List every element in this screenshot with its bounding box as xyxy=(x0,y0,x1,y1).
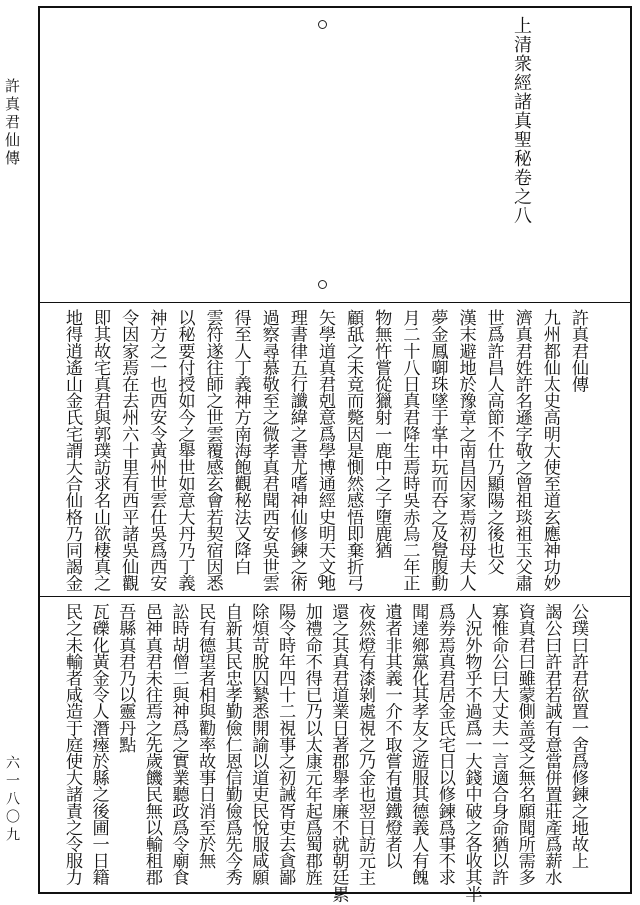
text-column: 顧舐之未竟而斃因是惻然感悟即棄折弓 xyxy=(343,309,364,592)
text-column: 人況外物乎不過爲一大錢中破之各收其半 xyxy=(461,603,482,902)
text-column: 世爲許昌人高節不仕乃顯陽之後也父 xyxy=(483,309,504,575)
text-column: 月二十八日真君降生焉時吳赤烏二年正 xyxy=(399,309,420,592)
text-column: 還之其真君道業日著郡舉孝廉不就朝廷累 xyxy=(328,603,349,902)
scroll-title-panel xyxy=(40,8,630,302)
text-column: 爲券焉真君居金氏宅日以修鍊爲事不求 xyxy=(434,603,455,886)
text-column: 得至人丁義神方南海飽觀秘法又降白 xyxy=(230,309,251,575)
text-column: 即其故宅真君與郭璞訪求名山欲棲真之 xyxy=(90,309,111,592)
text-panel-middle xyxy=(40,303,630,595)
page-number: 六一八〇九 xyxy=(4,755,20,845)
text-column: 神方之一也西安令黃州世雲仕吳爲西安 xyxy=(146,309,167,592)
text-column: 民有德望者相與勸率故事日消至於無 xyxy=(195,603,216,869)
text-column: 訟時胡僧二與神爲之實業聽政爲令廟食 xyxy=(168,603,189,886)
text-column: 遺者非其義一介不取嘗有遺鐵燈者以 xyxy=(381,603,402,869)
text-column: 加禮命不得已乃以太康元年起爲蜀郡旌 xyxy=(301,603,322,886)
text-column: 理書律五行讖緯之書尤嗜神仙修鍊之術 xyxy=(286,309,307,592)
book-title: 許真君仙傳 xyxy=(3,78,21,168)
text-column: 物無忤嘗從獵射一鹿中之子墮鹿猶 xyxy=(371,309,392,559)
text-column: 謁公曰許君若誠有意當併置莊產爲薪水 xyxy=(541,603,562,886)
text-column: 邑神真君未往焉之先歲饑民無以輸租郡 xyxy=(141,603,162,886)
text-column: 雲符遂往師之世雲覆感玄會若契宿因悉 xyxy=(202,309,223,592)
text-column: 夜然燈有漆剝處視之乃金也翌日訪元主 xyxy=(354,603,375,886)
text-column: 漢末避地於豫章之南昌因家焉初母夫人 xyxy=(455,309,476,592)
text-column: 許真君仙傳 xyxy=(568,309,588,393)
text-column: 令因家焉在去州六十里有西平諸吳仙觀 xyxy=(118,309,139,592)
text-column: 公璞曰許君欲置一舍爲修鍊之地故上 xyxy=(568,603,588,869)
text-column: 夢金鳳啣珠墜于掌中玩而吞之及覺腹動 xyxy=(427,309,448,592)
text-column: 以秘要付授如今之舉世如意大丹乃丁義 xyxy=(174,309,195,592)
text-column: 過察尋慕敬至之微孝真君聞西安吳世雲 xyxy=(258,309,279,592)
text-column: 民之未輸者咸造于庭使大諸責之令服力 xyxy=(62,603,82,886)
text-column: 聞達鄉黨化其孝友之遊服其德義人有餽 xyxy=(408,603,429,886)
text-column: 自新其民忠孝勤儉仁恩信勤儉爲先今秀 xyxy=(221,603,242,886)
text-column: 陽令時年四十二視事之初誡胥吏去貪鄙 xyxy=(275,603,296,886)
text-column: 地得逍遙山金氏宅謂大合仙格乃同謁金 xyxy=(62,309,82,592)
text-column: 矢學道真君剋意爲學博通經史明天文地 xyxy=(315,309,335,592)
text-column: 九州都仙太史高明大使至道玄應神功妙 xyxy=(539,309,560,592)
text-panel-lower xyxy=(40,597,630,902)
scroll-title: 上清衆經諸真聖秘卷之八 xyxy=(511,16,532,225)
text-column: 濟真君姓許名遜字敬之曾祖琰祖玉父肅 xyxy=(511,309,532,592)
text-column: 寡惟命公曰大丈夫一言適合身命猶以許 xyxy=(488,603,509,886)
text-column: 資真君曰雖蒙側盖受之無名願聞所需多 xyxy=(514,603,535,886)
text-column: 除煩苛脫囚縶悉開諭以道吏民悅服咸願 xyxy=(248,603,269,886)
text-column: 吾縣真君乃以靈丹點 xyxy=(115,603,136,753)
text-column: 瓦礫化黃金令人潛瘞於縣之後圃一日籍 xyxy=(88,603,109,886)
